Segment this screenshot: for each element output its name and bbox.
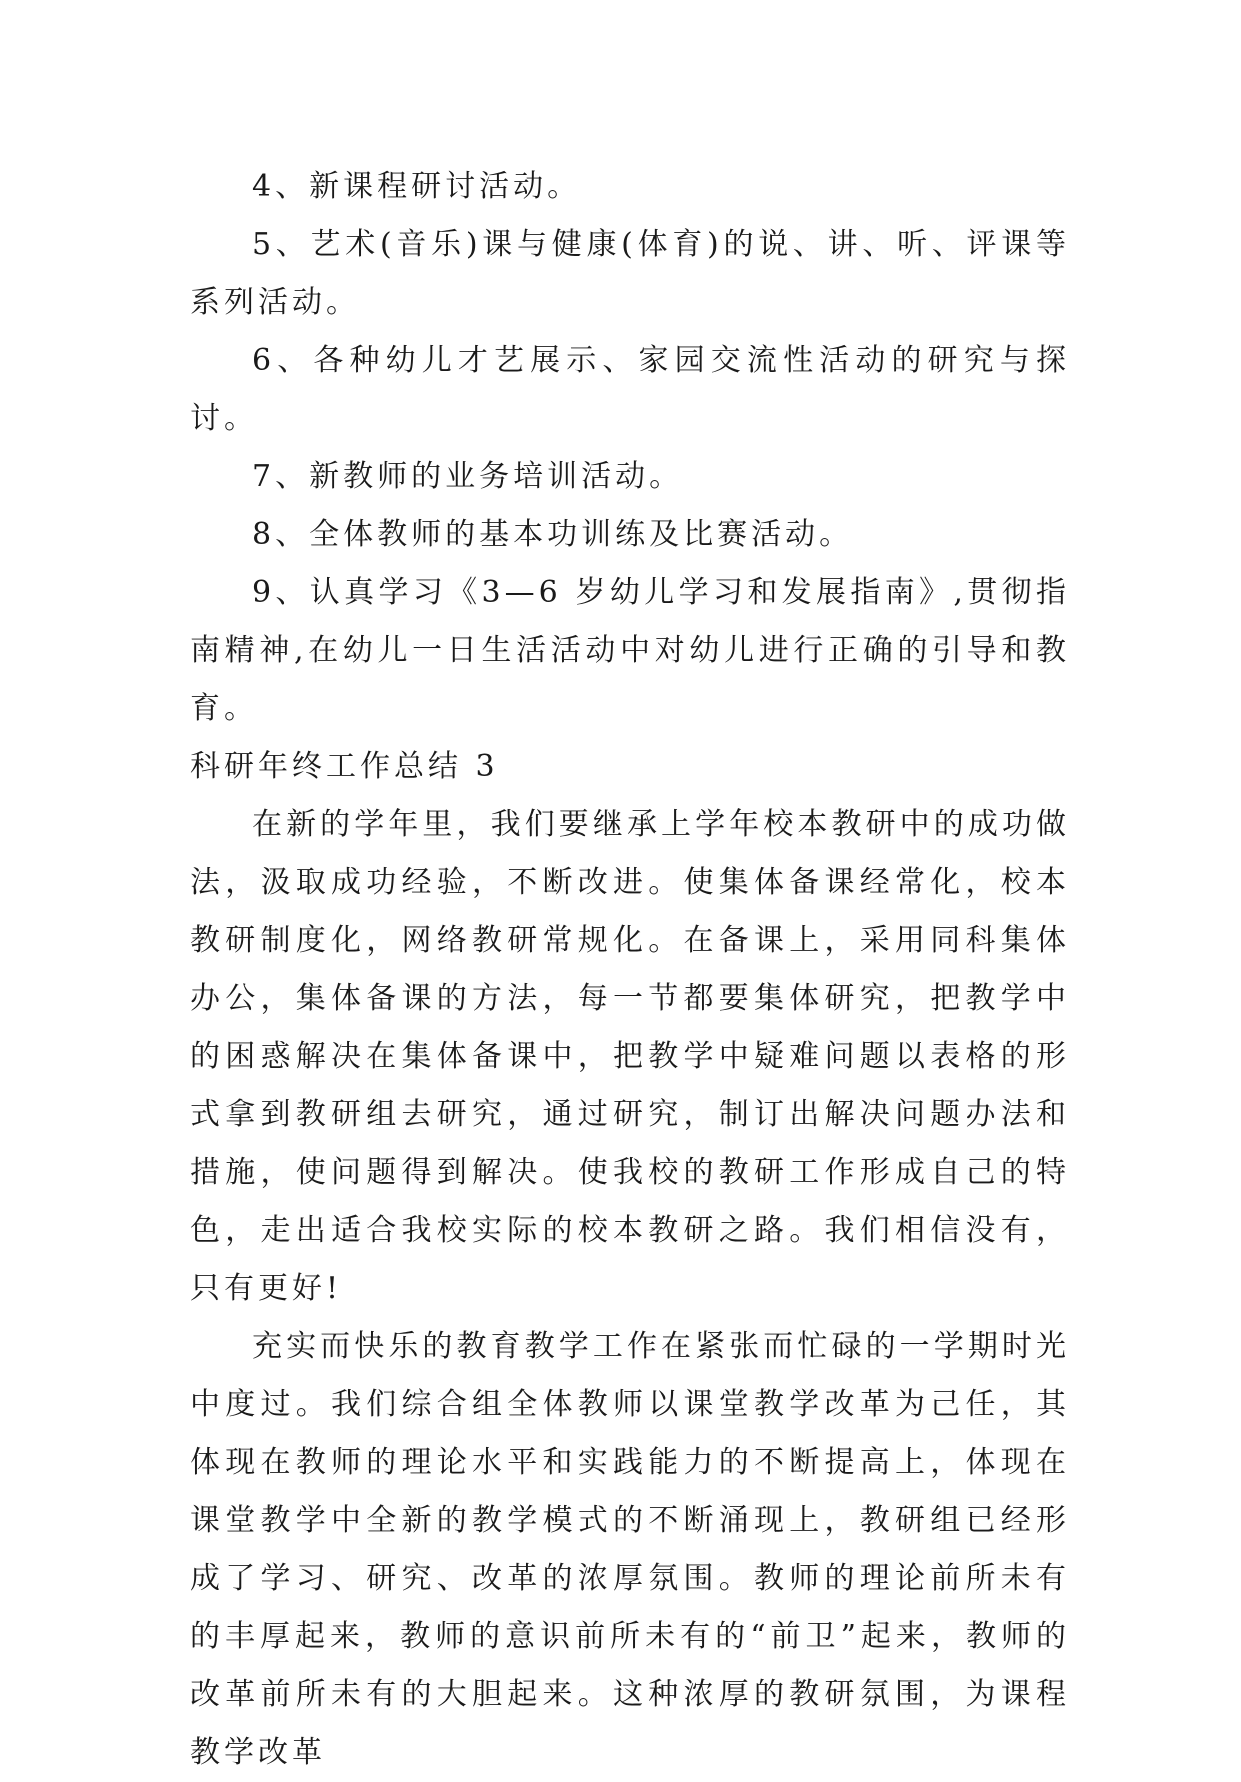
list-item-4: 4、新课程研讨活动。	[252, 169, 582, 204]
list-item-6: 6、各种幼儿才艺展示、家园交流性活动的研究与探讨。	[190, 343, 1070, 436]
list-item-5: 5、艺术(音乐)课与健康(体育)的说、讲、听、评课等系列活动。	[190, 227, 1070, 320]
document-body	[190, 158, 1070, 1782]
paragraph-2: 充实而快乐的教育教学工作在紧张而忙碌的一学期时光中度过。我们综合组全体教师以课堂教学改革为己任，其体现在教师的理论水平和实践能力的不断提高上，体现在课堂教学中全新的教学模式的不断涌现上，教研组已经形成了学习、研究、改革的浓厚氛围。教师的理论前所未有的丰厚起来，教师的意识前所未有的“前卫”起来，教师的改革前所未有的大胆起来。这种浓厚的教研氛围，为课程教学改革	[190, 1329, 1070, 1770]
list-item-7: 7、新教师的业务培训活动。	[252, 459, 684, 494]
section-title: 科研年终工作总结 3	[190, 749, 499, 784]
list-item-8: 8、全体教师的基本功训练及比赛活动。	[252, 517, 854, 552]
list-item-9: 9、认真学习《3—6 岁幼儿学习和发展指南》,贯彻指南精神,在幼儿一日生活活动中对幼儿进行正确的引导和教育。	[190, 575, 1070, 726]
paragraph-1: 在新的学年里，我们要继承上学年校本教研中的成功做法，汲取成功经验，不断改进。使集体备课经常化，校本教研制度化，网络教研常规化。在备课上，采用同科集体办公，集体备课的方法，每一节都要集体研究，把教学中的困惑解决在集体备课中，把教学中疑难问题以表格的形式拿到教研组去研究，通过研究，制订出解决问题办法和措施，使问题得到解决。使我校的教研工作形成自己的特色，走出适合我校实际的校本教研之路。我们相信没有，只有更好!	[190, 807, 1070, 1306]
